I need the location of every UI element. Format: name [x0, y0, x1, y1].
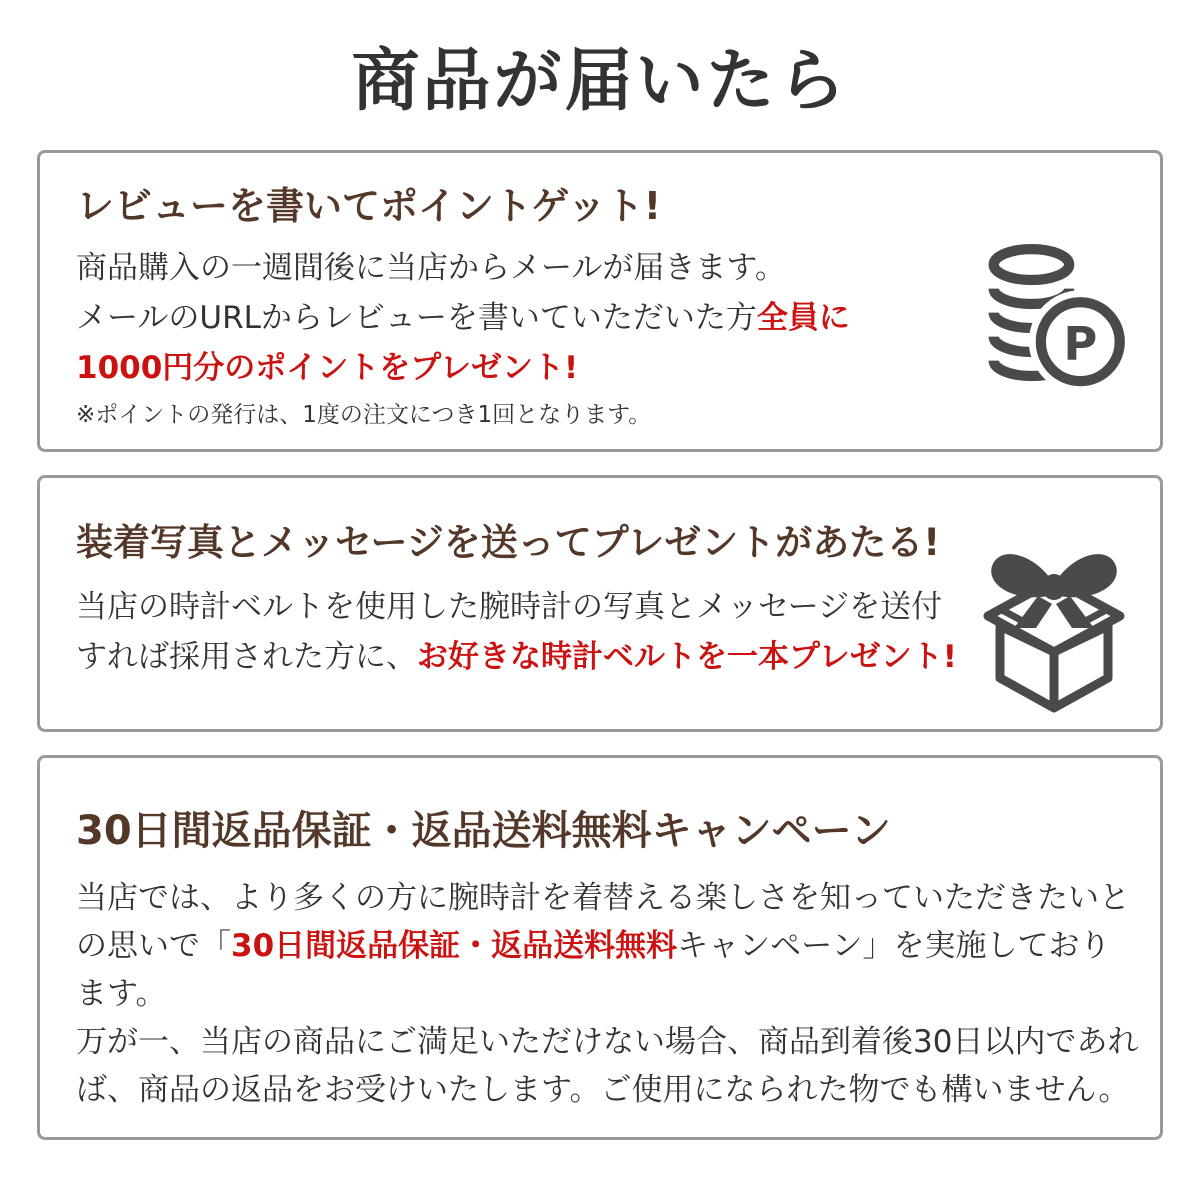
page-title: 商品が届いたら	[351, 41, 849, 121]
return-line-4: 万が一、当店の商品にご満足いただけない場合、商品到着後30日以内であれ	[76, 1024, 1139, 1060]
return-line-2-highlight: 30日間返品保証・返品送料無料	[231, 928, 678, 964]
review-card-heading: レビューを書いてポイントゲット!	[76, 184, 662, 228]
review-points-card	[37, 150, 1163, 452]
review-line-3-highlight: 1000円分のポイントをプレゼント!	[76, 349, 579, 386]
review-line-2-plain: メールのURLからレビューを書いていただいた方	[76, 299, 757, 336]
review-line-1: 商品購入の一週間後に当店からメールが届きます。	[76, 249, 786, 286]
return-line-2	[76, 922, 1124, 970]
gift-box-icon	[974, 520, 1134, 729]
photo-card-heading: 装着写真とメッセージを送ってプレゼントがあたる!	[76, 521, 941, 564]
review-card-text	[76, 183, 980, 449]
return-line-2-post: キャンペーン」を実施しており	[677, 928, 1111, 964]
return-line-3: ます。	[76, 976, 167, 1012]
return-card-text	[76, 806, 1139, 1137]
return-line-1: 当店では、より多くの方に腕時計を着替える楽しさを知っていただきたいと	[76, 880, 1130, 916]
point-coins-icon	[980, 183, 1130, 449]
point-icon-letter: P	[1063, 316, 1098, 371]
review-note: ※ポイントの発行は、1度の注文につき1回となります。	[76, 401, 652, 428]
photo-line-1: 当店の時計ベルトを使用した腕時計の写真とメッセージを送付	[76, 589, 943, 626]
return-card-heading: 30日間返品保証・返品送料無料キャンペーン	[76, 808, 891, 854]
return-line-2-pre: の思いで「	[76, 928, 231, 964]
review-line-2-highlight: 全員に	[756, 299, 850, 336]
photo-line-2-plain: すれば採用された方に、	[76, 639, 417, 676]
photo-line-2-highlight: お好きな時計ベルトを一本プレゼント!	[417, 639, 957, 676]
return-guarantee-card	[37, 755, 1163, 1140]
photo-card-text	[76, 520, 974, 729]
photo-line-2	[76, 632, 974, 682]
review-line-2	[76, 293, 980, 343]
return-line-5: ば、商品の返品をお受けいたします。ご使用になられた物でも構いません。	[76, 1072, 1130, 1108]
photo-present-card	[37, 475, 1163, 732]
